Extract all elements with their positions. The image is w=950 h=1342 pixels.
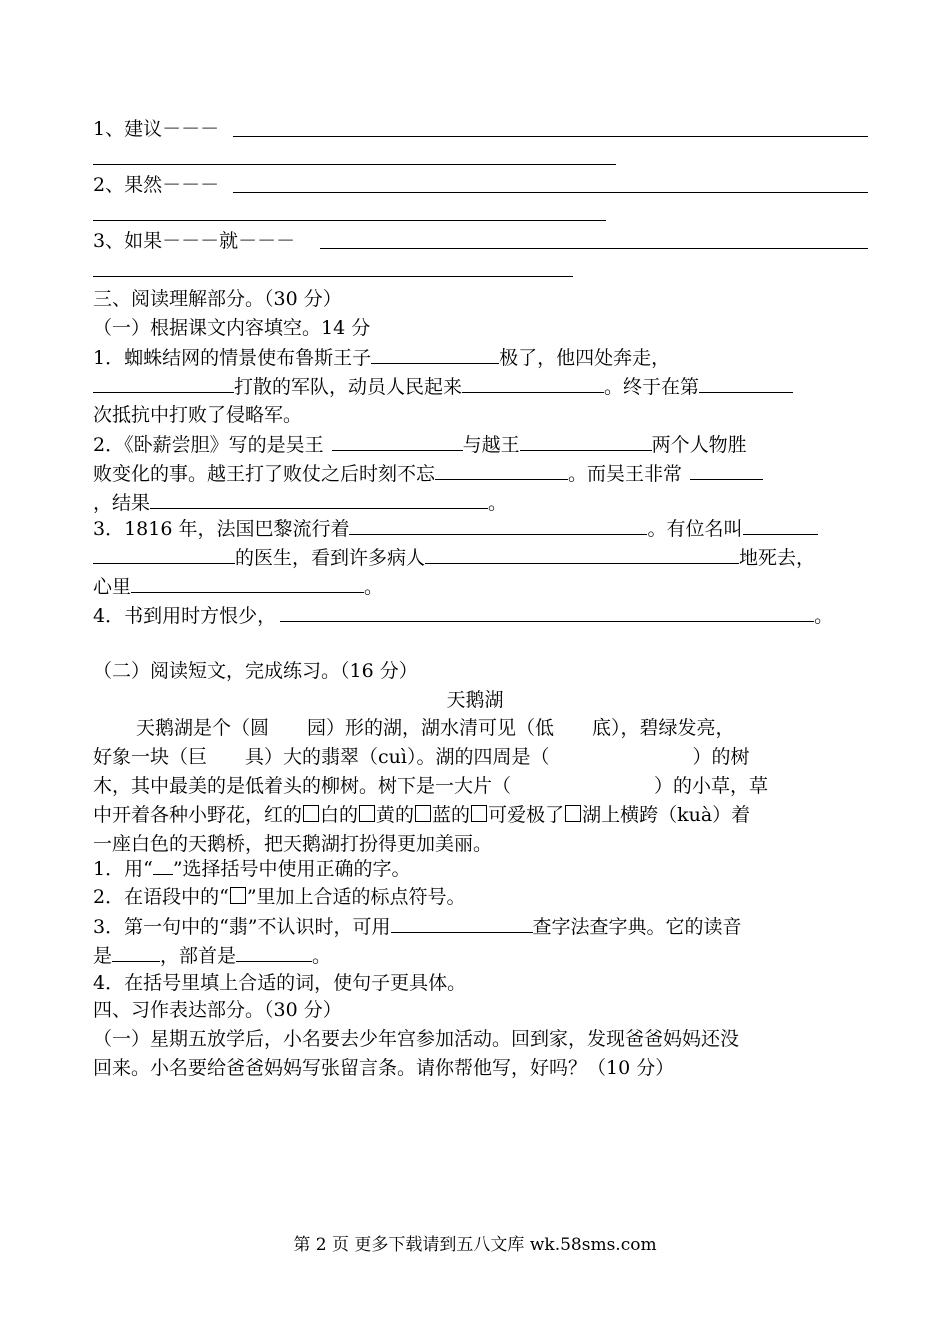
q4-blank[interactable] xyxy=(280,603,814,622)
sentence-1-answer-line-2[interactable] xyxy=(93,164,616,165)
sentence-3-label: 3、如果－－－就－－－ xyxy=(93,230,296,252)
q2-blank-4[interactable] xyxy=(690,461,763,480)
q2-blank-3[interactable] xyxy=(435,461,568,480)
exercise-2: 2．在语段中的“ ”里加上合适的标点符号。 xyxy=(93,886,466,908)
section-4-title: 四、习作表达部分。（30 分） xyxy=(93,999,342,1021)
exercise-4: 4．在括号里填上合适的词，使句子更具体。 xyxy=(93,972,467,994)
question-2-line-2: 败变化的事。越王打了败仗之后时刻不忘 。而吴王非常 xyxy=(93,461,763,486)
punctuation-box-1[interactable] xyxy=(303,805,319,822)
question-2-line-1: 2．《卧薪尝胆》写的是吴王 与越王 两个人物胜 xyxy=(93,434,747,456)
q1-blank-1[interactable] xyxy=(371,345,499,364)
exercise-3-line-1: 3．第一句中的“翡”不认识时，可用 查字法查字典。它的读音 xyxy=(93,916,742,938)
e3-blank-1[interactable] xyxy=(391,914,533,933)
q2-blank-2[interactable] xyxy=(520,432,652,451)
section-3-title: 三、阅读理解部分。（30 分） xyxy=(93,288,342,310)
passage-title: 天鹅湖 xyxy=(446,689,504,711)
part-1-title: （一）根据课文内容填空。14 分 xyxy=(93,317,371,339)
question-3-line-3: 心里 。 xyxy=(93,576,384,598)
q1-blank-4[interactable] xyxy=(699,374,793,393)
part-2-title: （二）阅读短文，完成练习。（16 分） xyxy=(93,660,418,682)
passage-line-3: 木，其中最美的是低着头的柳树。树下是一大片（ ）的小草，草 xyxy=(93,775,769,797)
exercise-1: 1．用“ ”选择括号中使用正确的字。 xyxy=(93,858,411,880)
q3-blank-2[interactable] xyxy=(743,516,818,535)
sentence-1-answer-line[interactable] xyxy=(233,136,868,137)
question-2-line-3: ，结果 。 xyxy=(93,492,508,514)
q3-blank-4[interactable] xyxy=(425,545,739,564)
q2-blank-1[interactable] xyxy=(332,432,463,451)
question-3-line-2: 的医生，看到许多病人 地死去， xyxy=(93,545,815,570)
q3-blank-3[interactable] xyxy=(93,545,235,564)
sentence-1-label: 1、建议－－－ xyxy=(93,118,220,140)
e3-blank-3[interactable] xyxy=(236,943,312,962)
sentence-3-answer-line-2[interactable] xyxy=(93,276,573,277)
section-4-prompt-line-2: 回来。小名要给爸爸妈妈写张留言条。请你帮他写，好吗？（10 分） xyxy=(93,1057,675,1079)
passage-line-1: 天鹅湖是个（圆 园）形的湖，湖水清可见（低 底），碧绿发亮， xyxy=(136,717,735,739)
q2-blank-5[interactable] xyxy=(150,490,488,509)
q3-blank-1[interactable] xyxy=(349,516,647,535)
sentence-2-answer-line[interactable] xyxy=(233,192,868,193)
q3-blank-5[interactable] xyxy=(131,574,364,593)
passage-line-5: 一座白色的天鹅桥，把天鹅湖打扮得更加美丽。 xyxy=(93,833,493,855)
section-4-prompt-line-1: （一）星期五放学后，小名要去少年宫参加活动。回到家，发现爸爸妈妈还没 xyxy=(93,1028,740,1050)
page-footer: 第 2 页 更多下载请到五八文库 wk.58sms.com xyxy=(293,1235,657,1255)
question-1-line-3: 次抵抗中打败了侵略军。 xyxy=(93,404,303,426)
punctuation-box-3[interactable] xyxy=(415,805,431,822)
e3-blank-2[interactable] xyxy=(112,943,160,962)
sentence-2-label: 2、果然－－－ xyxy=(93,174,220,196)
punctuation-box-2[interactable] xyxy=(359,805,375,822)
box-symbol xyxy=(230,887,246,904)
q1-blank-2[interactable] xyxy=(93,374,234,393)
punctuation-box-4[interactable] xyxy=(471,805,487,822)
question-4-line: 4．书到用时方恨少， 。 xyxy=(93,605,834,627)
question-1-line-2: 打散的军队，动员人民起来 。终于在第 xyxy=(93,374,793,399)
passage-line-4: 中开着各种小野花，红的 白的 黄的 蓝的 可爱极了 湖上横跨（kuà）着 xyxy=(93,804,751,826)
question-3-line-1: 3．1816 年，法国巴黎流行着 。有位名叫 xyxy=(93,516,818,541)
sentence-3-answer-line[interactable] xyxy=(320,248,868,249)
punctuation-box-5[interactable] xyxy=(565,805,581,822)
q1-blank-3[interactable] xyxy=(462,374,604,393)
question-1-line-1: 1．蜘蛛结网的情景使布鲁斯王子 极了，他四处奔走， xyxy=(93,347,671,369)
exercise-3-line-2: 是 ，部首是 。 xyxy=(93,945,332,967)
sentence-2-answer-line-2[interactable] xyxy=(93,220,606,221)
passage-line-2: 好象一块（巨 具）大的翡翠（cuì）。湖的四周是（ ）的树 xyxy=(93,746,750,768)
